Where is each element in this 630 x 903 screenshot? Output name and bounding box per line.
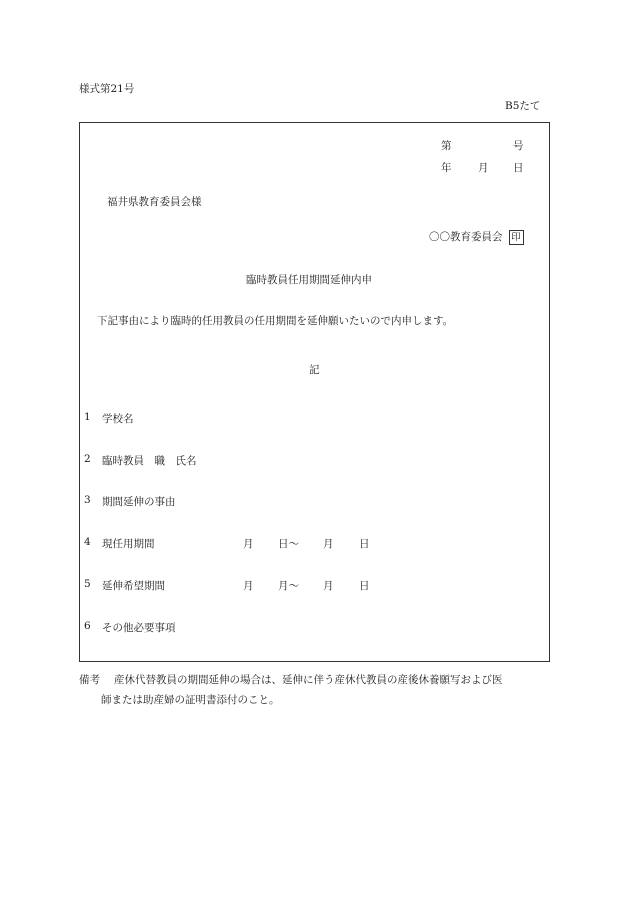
- item-5-day: 日: [359, 580, 370, 592]
- item-5-number: 5: [84, 578, 91, 590]
- sender-line: [429, 229, 524, 245]
- document-title: 臨時教員任用期間延伸内申: [246, 274, 372, 286]
- item-3-number: 3: [84, 494, 91, 506]
- date-day: 日: [513, 162, 524, 174]
- sender-name: 〇〇教育委員会: [429, 231, 503, 243]
- item-2-number: 2: [84, 453, 91, 465]
- remarks-line-1: 産休代替教員の期間延伸の場合は、延伸に伴う産休代教員の産後休養願写および医: [114, 674, 503, 686]
- item-4-day-2: 日: [359, 538, 370, 550]
- paper-size-label: B5たて: [505, 100, 541, 112]
- item-1-label: 学校名: [102, 413, 134, 425]
- item-3-label: 期間延伸の事由: [102, 496, 176, 508]
- addressee: 福井県教育委員会様: [107, 196, 202, 208]
- form-number: 様式第21号: [79, 83, 135, 95]
- item-4-day-1: 日～: [278, 538, 299, 550]
- item-4-month-2: 月: [323, 538, 334, 550]
- item-2-label: 臨時教員 職 氏名: [102, 455, 197, 467]
- number-prefix: 第: [441, 140, 452, 152]
- item-6-number: 6: [84, 620, 91, 632]
- remarks-label: 備考: [79, 674, 100, 686]
- ki-heading: 記: [309, 364, 320, 376]
- item-1-number: 1: [84, 411, 91, 423]
- item-4-label: 現任用期間: [102, 538, 155, 550]
- item-4-number: 4: [84, 536, 91, 548]
- item-5-label: 延伸希望期間: [102, 580, 165, 592]
- seal-mark: 印: [509, 230, 524, 245]
- item-5-month-1: 月: [243, 580, 254, 592]
- item-5-month-2: 月～: [278, 580, 299, 592]
- item-5-month-3: 月: [323, 580, 334, 592]
- date-month: 月: [478, 162, 489, 174]
- number-suffix: 号: [513, 140, 524, 152]
- body-text: 下記事由により臨時的任用教員の任用期間を延伸願いたいので内申します。: [97, 315, 454, 327]
- item-4-month-1: 月: [243, 538, 254, 550]
- item-6-label: その他必要事項: [102, 622, 176, 634]
- date-year: 年: [441, 162, 452, 174]
- remarks-line-2: 師または助産婦の証明書添付のこと。: [101, 694, 280, 706]
